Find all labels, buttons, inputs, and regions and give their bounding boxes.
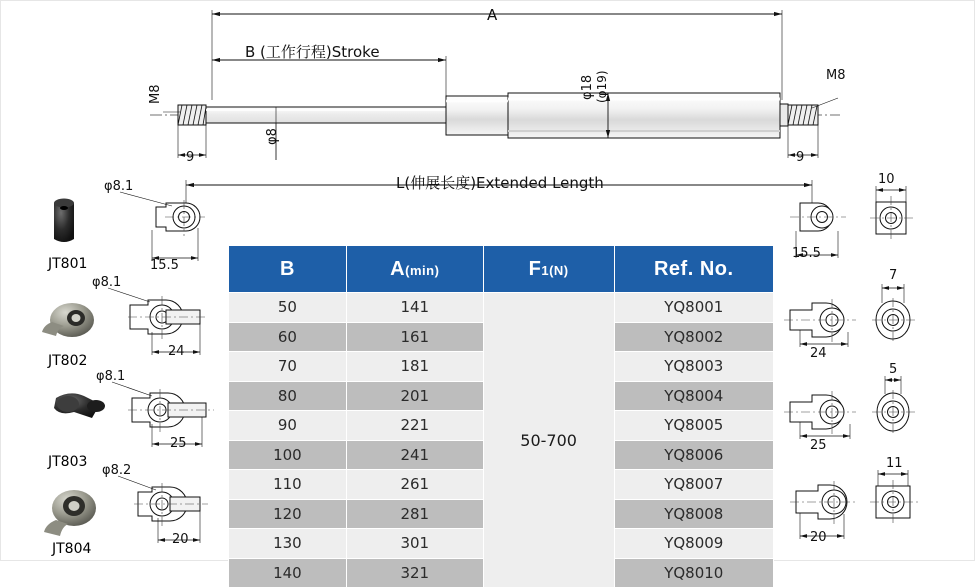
fitting-right-dim-2: 7: [889, 268, 898, 283]
cell-ref: YQ8003: [614, 352, 773, 382]
cell-b: 140: [229, 558, 347, 588]
cell-ref: YQ8008: [614, 499, 773, 529]
dim-label-thread-len-left: 9: [186, 150, 195, 165]
cell-ref: YQ8006: [614, 440, 773, 470]
cell-a: 141: [346, 293, 483, 323]
cell-a: 261: [346, 470, 483, 500]
cell-a: 221: [346, 411, 483, 441]
dim-label-thread-left: M8: [148, 84, 163, 104]
cell-ref: YQ8002: [614, 322, 773, 352]
fitting-name-jt804: JT804: [52, 541, 92, 557]
col-header-a-sub: (min): [405, 262, 440, 278]
dim-label-thread-right: M8: [826, 68, 846, 83]
col-header-f-unit: (N): [549, 262, 569, 278]
fitting-name-jt801: JT801: [48, 256, 88, 272]
cell-b: 90: [229, 411, 347, 441]
dim-label-extended-length: L(伸展长度)Extended Length: [396, 174, 604, 192]
fitting-photo-jt801: [54, 199, 74, 243]
cell-ref: YQ8010: [614, 558, 773, 588]
fitting-dia-jt802: φ8.1: [92, 275, 122, 290]
col-header-f-text: F: [528, 257, 542, 280]
col-header-f-sub: 1: [541, 262, 550, 278]
table-header-row: [229, 246, 774, 293]
cell-b: 130: [229, 529, 347, 559]
fitting-len-jt801: 15.5: [150, 258, 179, 273]
fitting-len-jt803: 25: [170, 436, 187, 451]
dim-label-tube-dia: φ18: [580, 74, 595, 100]
fitting-dia-jt803: φ8.1: [96, 369, 126, 384]
cell-b: 110: [229, 470, 347, 500]
fitting-name-jt803: JT803: [48, 454, 88, 470]
col-header-ref: Ref. No.: [614, 246, 773, 293]
table-row: [229, 293, 774, 323]
fitting-right-dim-4: 11: [886, 456, 903, 471]
fitting-photo-jt802: [42, 303, 94, 337]
dim-label-tube-dia-alt: (φ19): [595, 70, 609, 103]
cell-ref: YQ8009: [614, 529, 773, 559]
spec-table: [228, 245, 774, 588]
cell-a: 201: [346, 381, 483, 411]
fitting-right-len-4: 20: [810, 530, 827, 545]
cell-ref: YQ8007: [614, 470, 773, 500]
dim-label-thread-len-right: 9: [796, 150, 805, 165]
col-header-b: B: [229, 246, 347, 293]
cell-b: 80: [229, 381, 347, 411]
cell-b: 60: [229, 322, 347, 352]
cell-a: 281: [346, 499, 483, 529]
fitting-right-len-1: 15.5: [792, 246, 821, 261]
fitting-right-dim-1: 10: [878, 172, 895, 187]
col-header-a: [346, 246, 483, 293]
fitting-right-len-2: 24: [810, 346, 827, 361]
cell-ref: YQ8005: [614, 411, 773, 441]
cell-ref: YQ8001: [614, 293, 773, 323]
fitting-name-jt802: JT802: [48, 353, 88, 369]
dim-label-stroke: B (工作行程)Stroke: [245, 43, 380, 61]
dim-label-a: A: [487, 6, 498, 24]
fitting-len-jt804: 20: [172, 532, 189, 547]
fitting-dia-jt801: φ8.1: [104, 179, 134, 194]
fitting-photo-jt803: [54, 393, 105, 418]
cell-a: 321: [346, 558, 483, 588]
dim-label-rod-dia: φ8: [265, 128, 280, 145]
cell-ref: YQ8004: [614, 381, 773, 411]
cell-a: 241: [346, 440, 483, 470]
fitting-len-jt802: 24: [168, 344, 185, 359]
fitting-right-len-3: 25: [810, 438, 827, 453]
col-header-a-text: A: [390, 257, 406, 280]
cell-b: 70: [229, 352, 347, 382]
fitting-photo-jt804: [44, 490, 96, 536]
cell-b: 50: [229, 293, 347, 323]
fitting-right-dim-3: 5: [889, 362, 898, 377]
cell-b: 120: [229, 499, 347, 529]
cell-b: 100: [229, 440, 347, 470]
cell-force-range: 50-700: [483, 293, 614, 588]
cell-a: 181: [346, 352, 483, 382]
cell-a: 301: [346, 529, 483, 559]
cell-a: 161: [346, 322, 483, 352]
col-header-f: [483, 246, 614, 293]
fitting-dia-jt804: φ8.2: [102, 463, 132, 478]
